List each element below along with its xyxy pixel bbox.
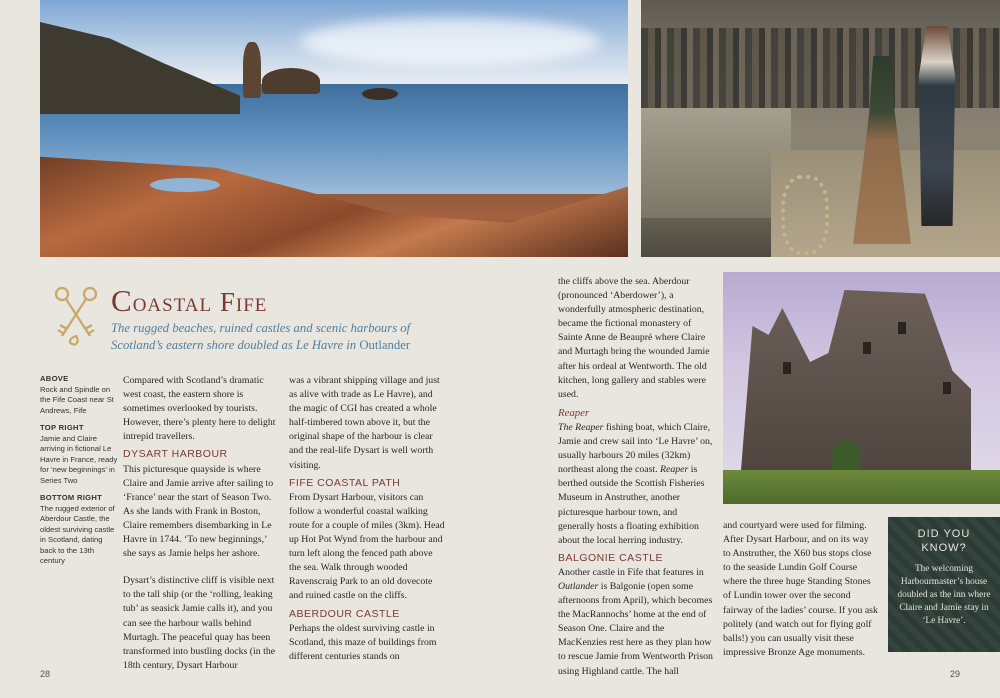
text-column-1: Compared with Scotland’s dramatic west coast, the eastern shore is sometimes overlooked by tourists. However, there’s plenty here to delight intrepid travellers. DYSART HARBOUR This picturesque quayside is where Claire and Jamie arrive after sailing to ‘France’ near the start of Season Two. As she lands with Frank in Boston, Claire remembers disembarking in Le Havre in 1744. ‘To new beginnings,’ she says as Jamie helps her ashore. Dysart’s distinctive cliff is visible next to the tall ship (or the ‘rolling, leaking tub’ as seasick Jamie calls it), and you can see the harbour walls behind Murtagh. The peaceful quay has been transformed into bustling docks (in the 18th century, Dysart Harbour xyxy=(123,374,280,673)
text-column-2: was a vibrant shipping village and just as alive with trade as Le Havre), and the magic of CGI has created a whole half-timbered town above it, but the original shape of the harbour is clear and the real-life Dysart is well worth visiting. FIFE COASTAL PATH From Dysart Harbour, visitors can follow a wonderful coastal walking route for a couple of miles (3km). Head up Hot Pot Wynd from the harbour and turn left along the fenced path above the sea. Walk through wooded Ravenscraig Park to an old dovecote and ruined castle on the cliffs. ABERDOUR CASTLE Perhaps the oldest surviving castle in Scotland, this maze of buildings from different centuries stands on xyxy=(289,375,445,662)
crossed-keys-icon xyxy=(52,284,100,348)
page-number-left: 28 xyxy=(40,669,51,679)
heading-dysart-harbour: DYSART HARBOUR xyxy=(123,448,228,461)
photo-captions xyxy=(40,374,118,574)
page-title: Coastal Fife xyxy=(111,283,268,318)
page-number-right: 29 xyxy=(950,669,961,679)
harbour-scene-photo xyxy=(641,0,1000,257)
caption-top-right: TOP RIGHT Jamie and Claire arriving in fictional Le Havre in France, ready for ‘new beginnings’ in Series Two xyxy=(40,423,118,485)
text-column-3: the cliffs above the sea. Aberdour (pronounced ‘Aberdower’), a wonderfully atmospheric destination, became the fictional monastery of Sainte Anne de Beaupré where Claire and Murtagh bring the wounded Jamie after his ordeal at Wentworth. The old kitchen, long gallery and stables were used. Reaper The Reaper fishing boat, which Claire, Jamie and crew sail into ‘Le Havre’ on, usually harbours 20 miles (32km) northeast along the coast. Reaper is berthed outside the Scottish Fisheries Museum in Anstruther, another picturesque harbour town, and generally hosts a floating exhibition about the local herring industry. BALGONIE CASTLE Another castle in Fife that features in Outlander is Balgonie (open some afternoons from April), which becomes the MacRannochs’ home at the end of Season One. Claire and the MacKenzies rest here as they plan how to rescue Jamie from Wentworth Prison using Highland cattle. The hall xyxy=(558,276,713,677)
castle-photo xyxy=(723,272,1000,504)
did-you-know-box xyxy=(888,517,1000,652)
heading-aberdour-castle: ABERDOUR CASTLE xyxy=(289,607,400,620)
coast-photo xyxy=(40,0,628,257)
page-subtitle: The rugged beaches, ruined castles and scenic harbours of Scotland’s eastern shore doubled as Le Havre in Outlander xyxy=(111,321,411,352)
text-column-4: and courtyard were used for filming. After Dysart Harbour, and on its way to Anstruther, the X60 bus stops close to the seaside Lundin Golf Course where the three huge Standing Stones of Lundin tower over the second fairway of the ladies’ course. If you ask politely (and watch out for flying golf balls!) you can usually visit these impressive Bronze Age monuments. xyxy=(723,520,878,658)
heading-fife-coastal-path: FIFE COASTAL PATH xyxy=(289,476,401,489)
heading-reaper: Reaper xyxy=(558,406,590,419)
did-you-know-title: DID YOU KNOW? xyxy=(917,528,971,554)
did-you-know-text: The welcoming Harbourmaster’s house doubled as the inn where Claire and Jamie stay in ‘Le Havre’. xyxy=(897,564,991,626)
caption-bottom-right: BOTTOM RIGHT The rugged exterior of Aberdour Castle, the oldest surviving castle in Scotland, dating back to the 13th century xyxy=(40,493,115,565)
heading-balgonie-castle: BALGONIE CASTLE xyxy=(558,551,663,564)
caption-above: ABOVE Rock and Spindle on the Fife Coast near St Andrews, Fife xyxy=(40,374,114,415)
